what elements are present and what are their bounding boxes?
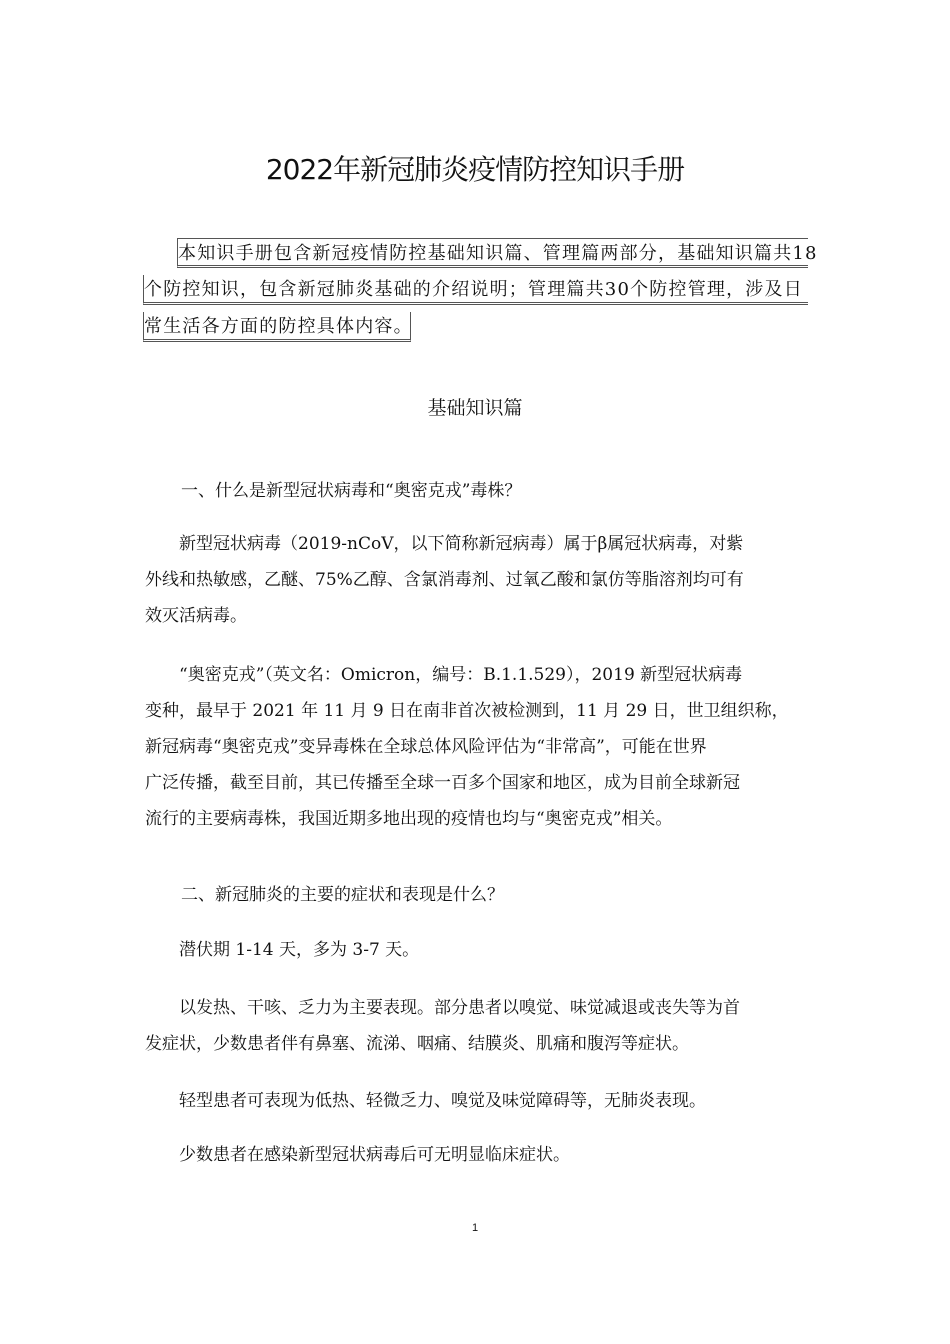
paragraph-line: 潜伏期 1-14 天，多为 3-7 天。 (145, 940, 420, 960)
paragraph (145, 1083, 810, 1119)
question-heading (145, 473, 810, 509)
paragraph (145, 657, 810, 837)
intro-line: 常生活各方面的防控具体内容。 (143, 312, 411, 342)
question-text: 一、什么是新型冠状病毒和“奥密克戎”毒株？ (181, 481, 522, 501)
intro-line: 个防控知识，包含新冠肺炎基础的介绍说明；管理篇共30个防控管理，涉及日 (143, 275, 808, 305)
question-heading (145, 877, 810, 913)
intro-line: 本知识手册包含新冠疫情防控基础知识篇、管理篇两部分，基础知识篇共18 (177, 238, 808, 268)
paragraph-line: 以发热、干咳、乏力为主要表现。部分患者以嗅觉、味觉减退或丧失等为首 (145, 998, 740, 1018)
paragraph-line: 外线和热敏感，乙醚、75%乙醇、含氯消毒剂、过氧乙酸和氯仿等脂溶剂均可有 (145, 570, 744, 590)
section-title: 基础知识篇 (427, 397, 523, 419)
paragraph-line: 流行的主要病毒株，我国近期多地出现的疫情也均与“奥密克戎”相关。 (145, 809, 673, 829)
paragraph (145, 1137, 810, 1173)
paragraph-line: 新型冠状病毒（2019-nCoV，以下简称新冠病毒）属于β属冠状病毒，对紫 (145, 534, 744, 554)
paragraph-line: 轻型患者可表现为低热、轻微乏力、嗅觉及味觉障碍等，无肺炎表现。 (145, 1091, 706, 1111)
paragraph-line: 变种，最早于 2021 年 11 月 9 日在南非首次被检测到，11 月 29 日，世卫组织称， (145, 701, 789, 721)
paragraph (145, 932, 810, 968)
paragraph (145, 526, 810, 634)
paragraph (145, 990, 810, 1062)
paragraph-line: 广泛传播，截至目前，其已传播至全球一百多个国家和地区，成为目前全球新冠 (145, 773, 740, 793)
paragraph-line: 发症状，少数患者伴有鼻塞、流涕、咽痛、结膜炎、肌痛和腹泻等症状。 (145, 1034, 689, 1054)
page-number: 1 (471, 1222, 479, 1234)
paragraph-line: 少数患者在感染新型冠状病毒后可无明显临床症状。 (145, 1145, 570, 1165)
document-title: 2022年新冠肺炎疫情防控知识手册 (265, 153, 685, 186)
paragraph-line: 效灭活病毒。 (145, 606, 247, 626)
paragraph-line: 新冠病毒“奥密克戎”变异毒株在全球总体风险评估为“非常高”，可能在世界 (145, 737, 707, 757)
paragraph-line: “奥密克戎”（英文名：Omicron，编号：B.1.1.529），2019 新型冠状病毒 (145, 665, 743, 685)
question-text: 二、新冠肺炎的主要的症状和表现是什么？ (181, 885, 504, 905)
